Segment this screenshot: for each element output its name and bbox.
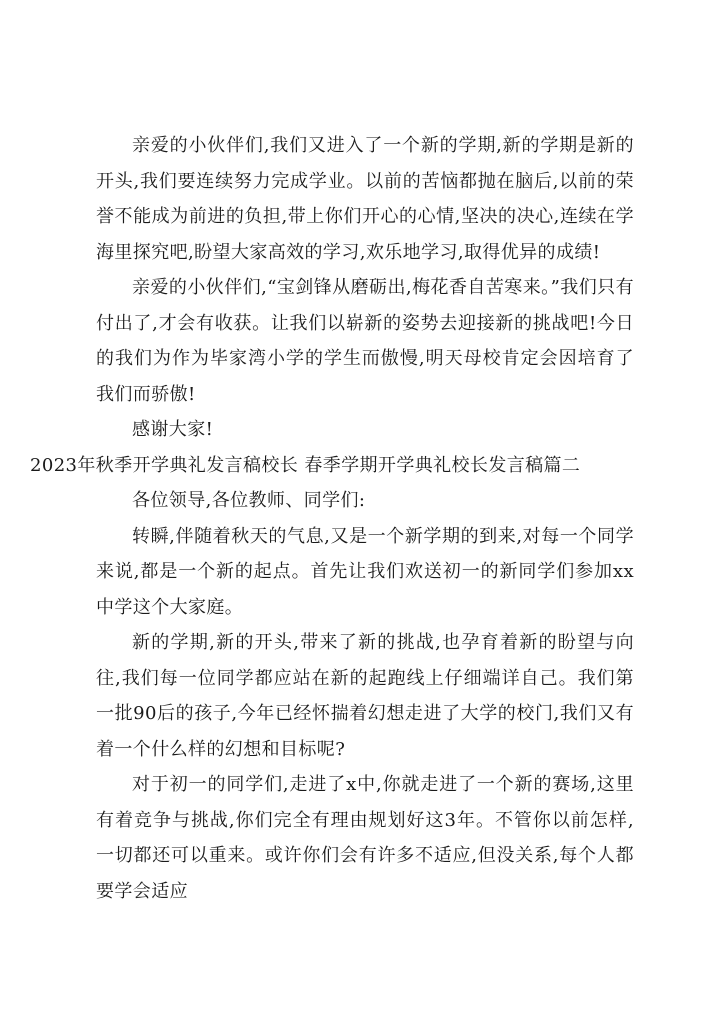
salutation: 各位领导,各位教师、同学们: — [132, 490, 366, 511]
document-body — [30, 128, 634, 909]
section-heading: 2023年秋季开学典礼发言稿校长 春季学期开学典礼校长发言稿篇二 — [30, 454, 581, 476]
paragraph-1: 亲爱的小伙伴们,我们又进入了一个新的学期,新的学期是新的开头,我们要连续努力完成学业。以前的苦恼都抛在脑后,以前的荣誉不能成为前进的负担,带上你们开心的心情,坚决的决心,连续在学海里探究吧,盼望大家高效的学习,欢乐地学习,取得优异的成绩! — [96, 135, 634, 263]
paragraph-6: 对于初一的同学们,走进了x中,你就走进了一个新的赛场,这里有着竞争与挑战,你们完全有理由规划好这3年。不管你以前怎样,一切都还可以重来。或许你们会有许多不适应,但没关系,每个人都要学会适应 — [96, 774, 634, 902]
paragraph-4: 转瞬,伴随着秋天的气息,又是一个新学期的到来,对每一个同学来说,都是一个新的起点。首先让我们欢送初一的新同学们参加xx中学这个大家庭。 — [96, 525, 634, 618]
paragraph-3: 感谢大家! — [132, 419, 214, 440]
paragraph-2: 亲爱的小伙伴们,“宝剑锋从磨砺出,梅花香自苦寒来。”我们只有付出了,才会有收获。让我们以崭新的姿势去迎接新的挑战吧!今日的我们为作为毕家湾小学的学生而傲慢,明天母校肯定会因培育了我们而骄傲! — [96, 277, 634, 405]
paragraph-5: 新的学期,新的开头,带来了新的挑战,也孕育着新的盼望与向往,我们每一位同学都应站在新的起跑线上仔细端详自己。我们第一批90后的孩子,今年已经怀揣着幻想走进了大学的校门,我们又有着一个什么样的幻想和目标呢? — [96, 632, 634, 760]
